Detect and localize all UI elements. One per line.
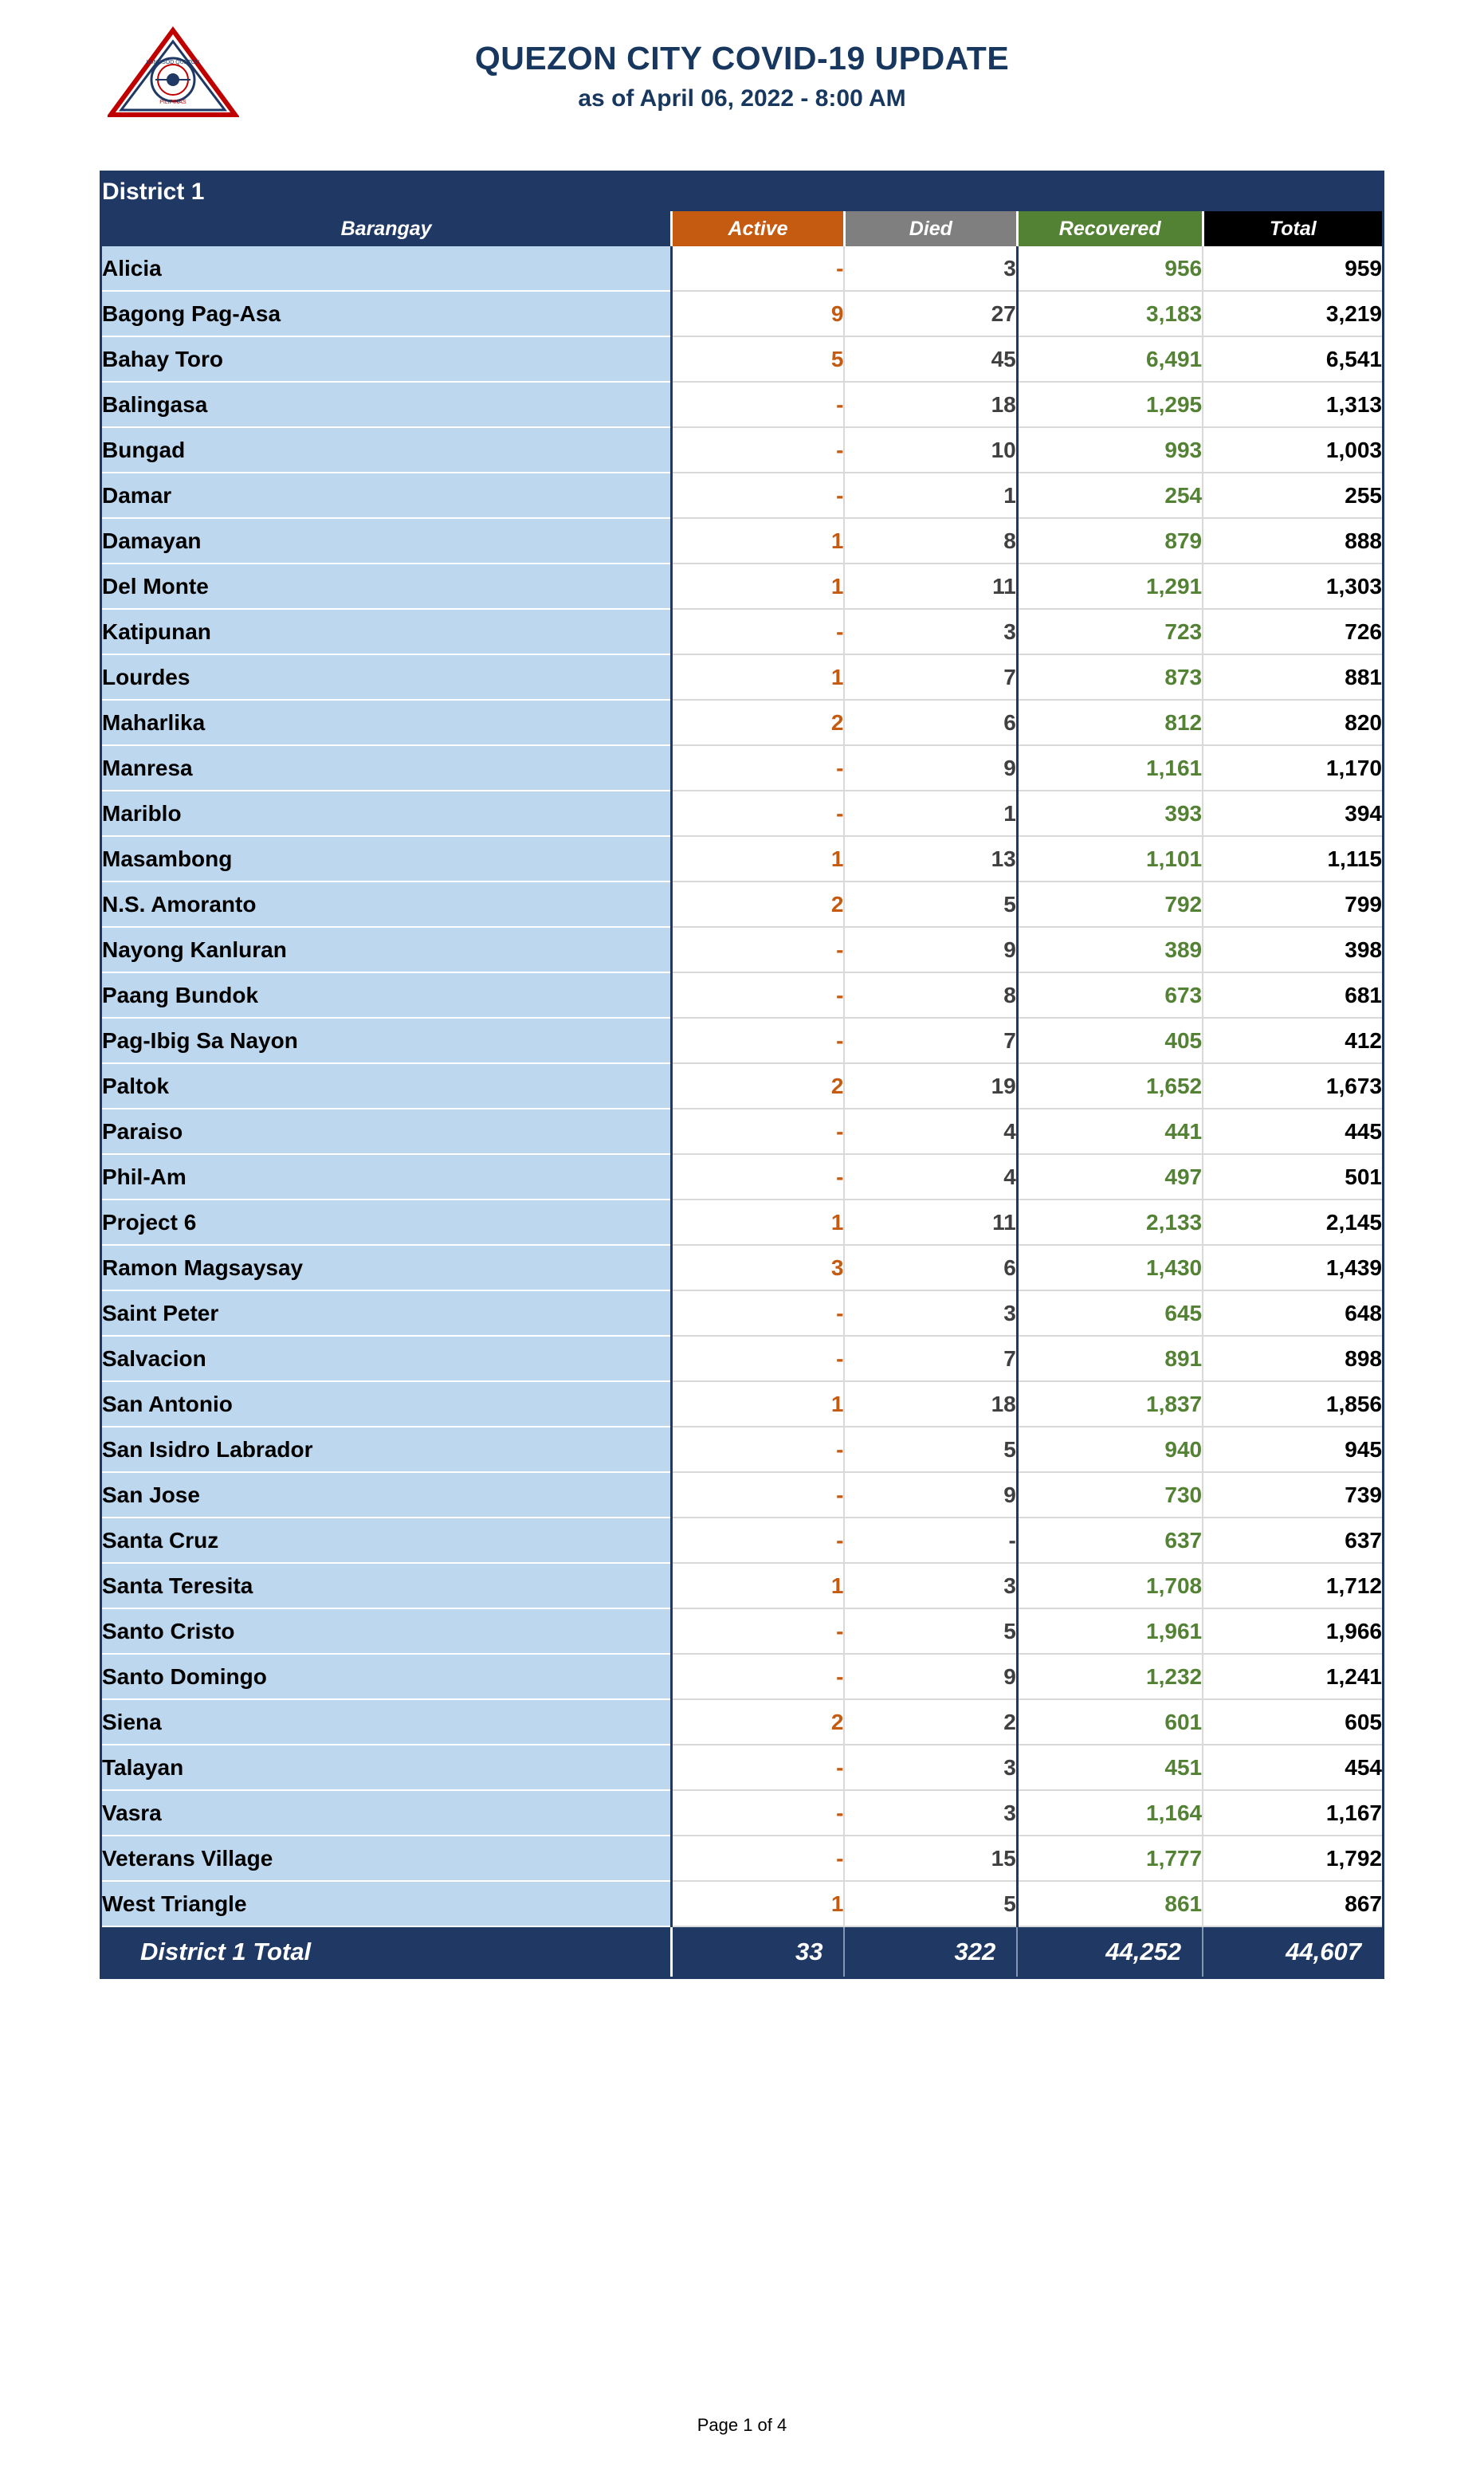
died-count: 1 [844, 473, 1017, 518]
district-total-label: District 1 Total [102, 1926, 672, 1977]
recovered-count: 1,430 [1017, 1245, 1203, 1290]
column-header-died: Died [844, 211, 1017, 246]
died-count: 13 [844, 836, 1017, 882]
recovered-count: 1,961 [1017, 1608, 1203, 1654]
total-count: 3,219 [1203, 291, 1382, 336]
recovered-count: 637 [1017, 1518, 1203, 1563]
barangay-name: Damar [102, 473, 672, 518]
recovered-count: 812 [1017, 700, 1203, 745]
died-count: 3 [844, 1290, 1017, 1336]
recovered-count: 1,708 [1017, 1563, 1203, 1608]
total-count: 6,541 [1203, 336, 1382, 382]
total-count: 605 [1203, 1699, 1382, 1745]
table-row [102, 1200, 1382, 1245]
table-row [102, 1790, 1382, 1836]
table-row [102, 882, 1382, 927]
died-count: 9 [844, 745, 1017, 791]
died-count: 5 [844, 882, 1017, 927]
active-count: - [672, 427, 845, 473]
district-total-recovered: 44,252 [1017, 1926, 1203, 1977]
died-count: 5 [844, 1608, 1017, 1654]
barangay-name: Paang Bundok [102, 972, 672, 1018]
district-total-total: 44,607 [1203, 1926, 1382, 1977]
active-count: - [672, 1608, 845, 1654]
died-count: 3 [844, 1745, 1017, 1790]
barangay-name: Lourdes [102, 654, 672, 700]
barangay-name: Project 6 [102, 1200, 672, 1245]
died-count: 18 [844, 382, 1017, 427]
active-count: - [672, 1790, 845, 1836]
total-count: 1,966 [1203, 1608, 1382, 1654]
table-row [102, 836, 1382, 882]
table-row [102, 1745, 1382, 1790]
recovered-count: 1,777 [1017, 1836, 1203, 1881]
died-count: 10 [844, 427, 1017, 473]
barangay-name: San Isidro Labrador [102, 1427, 672, 1472]
active-count: - [672, 382, 845, 427]
total-count: 959 [1203, 246, 1382, 291]
svg-text:LUNGSOD QUEZON: LUNGSOD QUEZON [146, 60, 200, 65]
died-count: 7 [844, 654, 1017, 700]
total-count: 1,241 [1203, 1654, 1382, 1699]
total-count: 945 [1203, 1427, 1382, 1472]
barangay-name: Santa Teresita [102, 1563, 672, 1608]
active-count: - [672, 745, 845, 791]
recovered-count: 3,183 [1017, 291, 1203, 336]
died-count: 27 [844, 291, 1017, 336]
recovered-count: 393 [1017, 791, 1203, 836]
table-row [102, 700, 1382, 745]
table-row [102, 972, 1382, 1018]
active-count: - [672, 927, 845, 972]
total-count: 1,313 [1203, 382, 1382, 427]
barangay-name: Phil-Am [102, 1154, 672, 1200]
barangay-name: Bungad [102, 427, 672, 473]
total-count: 1,792 [1203, 1836, 1382, 1881]
active-count: 2 [672, 700, 845, 745]
page-header [0, 0, 1484, 150]
recovered-count: 441 [1017, 1109, 1203, 1154]
recovered-count: 730 [1017, 1472, 1203, 1518]
total-count: 1,303 [1203, 563, 1382, 609]
died-count: 3 [844, 609, 1017, 654]
table-row [102, 473, 1382, 518]
barangay-name: Balingasa [102, 382, 672, 427]
barangay-name: Katipunan [102, 609, 672, 654]
died-count: 3 [844, 246, 1017, 291]
recovered-count: 451 [1017, 1745, 1203, 1790]
active-count: - [672, 1518, 845, 1563]
barangay-name: Del Monte [102, 563, 672, 609]
active-count: 1 [672, 518, 845, 563]
died-count: 2 [844, 1699, 1017, 1745]
active-count: 2 [672, 1699, 845, 1745]
barangay-name: Santo Cristo [102, 1608, 672, 1654]
died-count: 9 [844, 1472, 1017, 1518]
died-count: 45 [844, 336, 1017, 382]
district-total-row [102, 1926, 1382, 1977]
total-count: 1,673 [1203, 1063, 1382, 1109]
active-count: 1 [672, 836, 845, 882]
barangay-name: Ramon Magsaysay [102, 1245, 672, 1290]
table-row [102, 1608, 1382, 1654]
recovered-count: 891 [1017, 1336, 1203, 1381]
total-count: 681 [1203, 972, 1382, 1018]
barangay-name: Mariblo [102, 791, 672, 836]
total-count: 1,170 [1203, 745, 1382, 791]
page-subtitle: as of April 06, 2022 - 8:00 AM [578, 85, 906, 112]
svg-text:PILIPINAS: PILIPINAS [159, 100, 186, 105]
barangay-name: Saint Peter [102, 1290, 672, 1336]
active-count: 9 [672, 291, 845, 336]
district-label: District 1 [102, 173, 1382, 211]
recovered-count: 254 [1017, 473, 1203, 518]
table-row [102, 1518, 1382, 1563]
barangay-name: Paraiso [102, 1109, 672, 1154]
total-count: 648 [1203, 1290, 1382, 1336]
active-count: - [672, 1745, 845, 1790]
total-count: 867 [1203, 1881, 1382, 1926]
died-count: 5 [844, 1881, 1017, 1926]
recovered-count: 873 [1017, 654, 1203, 700]
column-header-total: Total [1203, 211, 1382, 246]
died-count: 19 [844, 1063, 1017, 1109]
district-1-table [102, 173, 1382, 1977]
barangay-name: Vasra [102, 1790, 672, 1836]
page-footer [0, 2415, 1484, 2436]
recovered-count: 940 [1017, 1427, 1203, 1472]
active-count: 1 [672, 563, 845, 609]
total-count: 398 [1203, 927, 1382, 972]
recovered-count: 1,652 [1017, 1063, 1203, 1109]
barangay-name: Salvacion [102, 1336, 672, 1381]
active-count: 1 [672, 1563, 845, 1608]
column-header-row [102, 211, 1382, 246]
total-count: 820 [1203, 700, 1382, 745]
recovered-count: 956 [1017, 246, 1203, 291]
died-count: 11 [844, 1200, 1017, 1245]
table-row [102, 609, 1382, 654]
active-count: - [672, 1427, 845, 1472]
died-count: - [844, 1518, 1017, 1563]
died-count: 8 [844, 972, 1017, 1018]
total-count: 726 [1203, 609, 1382, 654]
active-count: - [672, 972, 845, 1018]
total-count: 881 [1203, 654, 1382, 700]
died-count: 4 [844, 1154, 1017, 1200]
total-count: 454 [1203, 1745, 1382, 1790]
barangay-name: San Antonio [102, 1381, 672, 1427]
table-row [102, 518, 1382, 563]
barangay-name: San Jose [102, 1472, 672, 1518]
total-count: 637 [1203, 1518, 1382, 1563]
recovered-count: 879 [1017, 518, 1203, 563]
table-row [102, 1154, 1382, 1200]
column-header-recovered: Recovered [1017, 211, 1203, 246]
total-count: 394 [1203, 791, 1382, 836]
recovered-count: 1,164 [1017, 1790, 1203, 1836]
table-row [102, 745, 1382, 791]
barangay-name: Santo Domingo [102, 1654, 672, 1699]
quezon-city-seal-icon [108, 26, 239, 120]
total-count: 501 [1203, 1154, 1382, 1200]
table-row [102, 791, 1382, 836]
table-row [102, 1290, 1382, 1336]
recovered-count: 497 [1017, 1154, 1203, 1200]
table-row [102, 246, 1382, 291]
active-count: 3 [672, 1245, 845, 1290]
barangay-name: Masambong [102, 836, 672, 882]
barangay-name: Bahay Toro [102, 336, 672, 382]
recovered-count: 1,291 [1017, 563, 1203, 609]
total-count: 898 [1203, 1336, 1382, 1381]
barangay-name: Veterans Village [102, 1836, 672, 1881]
died-count: 6 [844, 700, 1017, 745]
active-count: - [672, 609, 845, 654]
barangay-name: Nayong Kanluran [102, 927, 672, 972]
active-count: - [672, 246, 845, 291]
total-count: 1,115 [1203, 836, 1382, 882]
recovered-count: 792 [1017, 882, 1203, 927]
page-number-label: Page 1 of 4 [697, 2415, 787, 2435]
barangay-name: Paltok [102, 1063, 672, 1109]
active-count: 1 [672, 654, 845, 700]
total-count: 739 [1203, 1472, 1382, 1518]
recovered-count: 601 [1017, 1699, 1203, 1745]
total-count: 1,856 [1203, 1381, 1382, 1427]
died-count: 15 [844, 1836, 1017, 1881]
table-row [102, 291, 1382, 336]
active-count: 1 [672, 1200, 845, 1245]
table-row [102, 1563, 1382, 1608]
total-count: 412 [1203, 1018, 1382, 1063]
total-count: 1,712 [1203, 1563, 1382, 1608]
table-row [102, 1654, 1382, 1699]
recovered-count: 1,101 [1017, 836, 1203, 882]
table-row [102, 927, 1382, 972]
total-count: 2,145 [1203, 1200, 1382, 1245]
total-count: 1,167 [1203, 1790, 1382, 1836]
table-row [102, 336, 1382, 382]
active-count: 1 [672, 1381, 845, 1427]
total-count: 255 [1203, 473, 1382, 518]
recovered-count: 405 [1017, 1018, 1203, 1063]
died-count: 3 [844, 1563, 1017, 1608]
active-count: - [672, 1290, 845, 1336]
district-total-died: 322 [844, 1926, 1017, 1977]
barangay-name: Bagong Pag-Asa [102, 291, 672, 336]
recovered-count: 6,491 [1017, 336, 1203, 382]
table-row [102, 563, 1382, 609]
barangay-name: Pag-Ibig Sa Nayon [102, 1018, 672, 1063]
died-count: 6 [844, 1245, 1017, 1290]
died-count: 7 [844, 1018, 1017, 1063]
died-count: 3 [844, 1790, 1017, 1836]
total-count: 445 [1203, 1109, 1382, 1154]
table-row [102, 427, 1382, 473]
recovered-count: 993 [1017, 427, 1203, 473]
page-title: QUEZON CITY COVID-19 UPDATE [474, 40, 1010, 77]
total-count: 799 [1203, 882, 1382, 927]
recovered-count: 645 [1017, 1290, 1203, 1336]
died-count: 9 [844, 927, 1017, 972]
recovered-count: 1,161 [1017, 745, 1203, 791]
barangay-name: Maharlika [102, 700, 672, 745]
table-row [102, 382, 1382, 427]
barangay-name: Manresa [102, 745, 672, 791]
recovered-count: 861 [1017, 1881, 1203, 1926]
table-row [102, 1109, 1382, 1154]
district-table-container [100, 171, 1384, 1979]
active-count: - [672, 1836, 845, 1881]
table-row [102, 1245, 1382, 1290]
recovered-count: 673 [1017, 972, 1203, 1018]
table-row [102, 1336, 1382, 1381]
total-count: 1,003 [1203, 427, 1382, 473]
barangay-name: Damayan [102, 518, 672, 563]
recovered-count: 389 [1017, 927, 1203, 972]
barangay-name: Talayan [102, 1745, 672, 1790]
active-count: 2 [672, 1063, 845, 1109]
recovered-count: 1,232 [1017, 1654, 1203, 1699]
died-count: 1 [844, 791, 1017, 836]
active-count: - [672, 1154, 845, 1200]
died-count: 18 [844, 1381, 1017, 1427]
died-count: 7 [844, 1336, 1017, 1381]
district-total-active: 33 [672, 1926, 845, 1977]
active-count: 1 [672, 1881, 845, 1926]
active-count: - [672, 791, 845, 836]
active-count: - [672, 1109, 845, 1154]
active-count: - [672, 1336, 845, 1381]
table-row [102, 1881, 1382, 1926]
active-count: - [672, 473, 845, 518]
table-row [102, 1063, 1382, 1109]
table-row [102, 1836, 1382, 1881]
barangay-name: West Triangle [102, 1881, 672, 1926]
table-row [102, 1472, 1382, 1518]
table-row [102, 654, 1382, 700]
died-count: 8 [844, 518, 1017, 563]
barangay-name: Alicia [102, 246, 672, 291]
barangay-name: N.S. Amoranto [102, 882, 672, 927]
barangay-name: Santa Cruz [102, 1518, 672, 1563]
died-count: 5 [844, 1427, 1017, 1472]
active-count: - [672, 1018, 845, 1063]
active-count: 5 [672, 336, 845, 382]
recovered-count: 1,837 [1017, 1381, 1203, 1427]
active-count: - [672, 1472, 845, 1518]
died-count: 9 [844, 1654, 1017, 1699]
table-row [102, 1381, 1382, 1427]
died-count: 11 [844, 563, 1017, 609]
died-count: 4 [844, 1109, 1017, 1154]
total-count: 888 [1203, 518, 1382, 563]
table-row [102, 1699, 1382, 1745]
table-row [102, 1427, 1382, 1472]
recovered-count: 1,295 [1017, 382, 1203, 427]
recovered-count: 2,133 [1017, 1200, 1203, 1245]
active-count: 2 [672, 882, 845, 927]
column-header-barangay: Barangay [102, 211, 672, 246]
total-count: 1,439 [1203, 1245, 1382, 1290]
active-count: - [672, 1654, 845, 1699]
table-row [102, 1018, 1382, 1063]
district-title-row [102, 173, 1382, 211]
barangay-name: Siena [102, 1699, 672, 1745]
recovered-count: 723 [1017, 609, 1203, 654]
column-header-active: Active [672, 211, 845, 246]
